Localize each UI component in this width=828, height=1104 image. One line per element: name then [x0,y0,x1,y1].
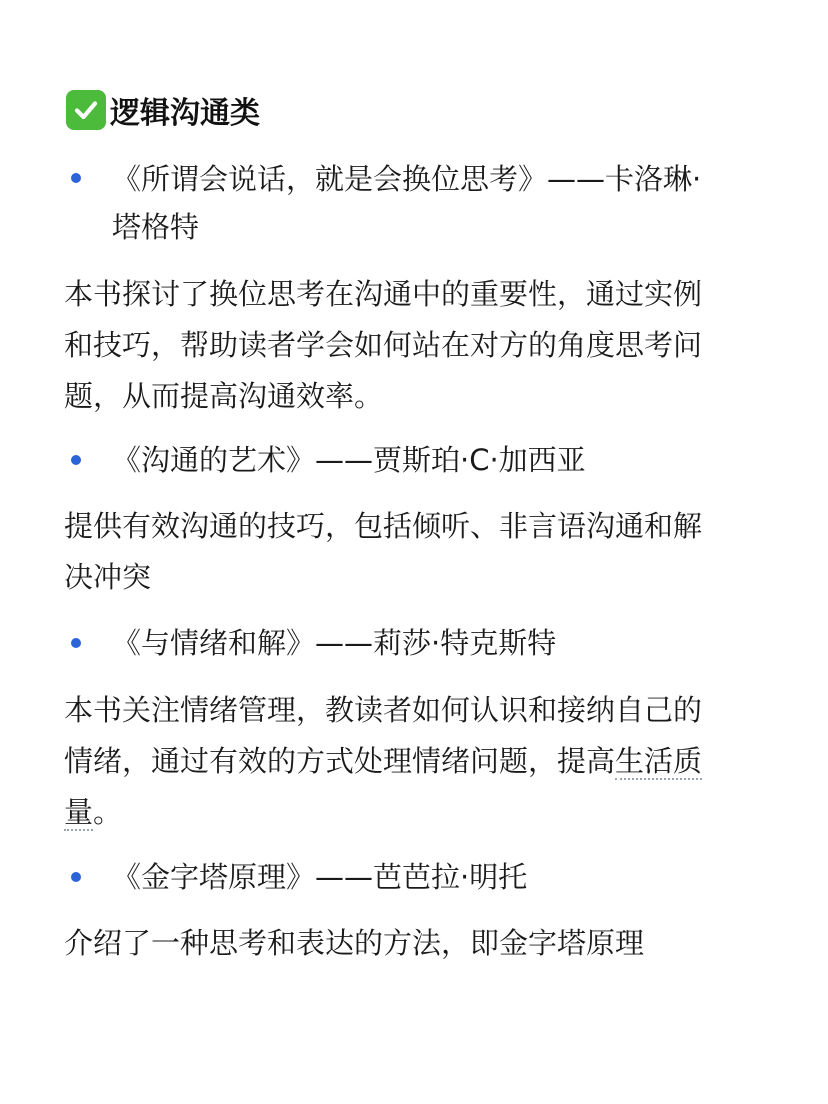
description-line: 提供有效沟通的技巧，包括倾听、非言语沟通和解 [64,509,703,543]
book-description [64,269,764,422]
description-line: 决冲突 [64,560,152,594]
book-title-line: 塔格特 [112,210,200,244]
book-title-line: 《所谓会说话，就是会换位思考》——卡洛琳· [112,162,702,196]
description-line: 题，从而提高沟通效率。 [64,379,384,413]
description-line: 介绍了一种思考和表达的方法，即金字塔原理 [64,926,645,960]
section-title: 逻辑沟通类 [110,96,260,131]
description-line: 本书关注情绪管理，教读者如何认识和接纳自己的 [64,693,703,727]
book-title-line: 《金字塔原理》——芭芭拉·明托 [112,860,528,894]
book-description [64,685,764,838]
keyword-link[interactable]: 量 [64,795,94,829]
book-description [64,501,764,603]
book-description [64,918,764,969]
description-text: 。 [93,795,123,829]
description-line [64,787,764,838]
book-title [112,853,772,901]
book-title [112,436,772,484]
bullet-icon [71,455,81,465]
book-title [112,155,772,251]
book-title [112,619,772,667]
keyword-link[interactable]: 生活质 [615,744,703,778]
description-line: 和技巧，帮助读者学会如何站在对方的角度思考问 [64,328,703,362]
bullet-icon [71,872,81,882]
bullet-icon [71,173,81,183]
check-mark-button-icon [66,90,106,130]
description-line [64,736,764,787]
bullet-icon [71,638,81,648]
section-heading [66,88,260,132]
book-title-line: 《与情绪和解》——莉莎·特克斯特 [112,626,557,660]
description-line: 本书探讨了换位思考在沟通中的重要性，通过实例 [64,277,703,311]
book-title-line: 《沟通的艺术》——贾斯珀·C·加西亚 [112,443,586,477]
description-text: 情绪，通过有效的方式处理情绪问题，提高 [64,744,616,778]
